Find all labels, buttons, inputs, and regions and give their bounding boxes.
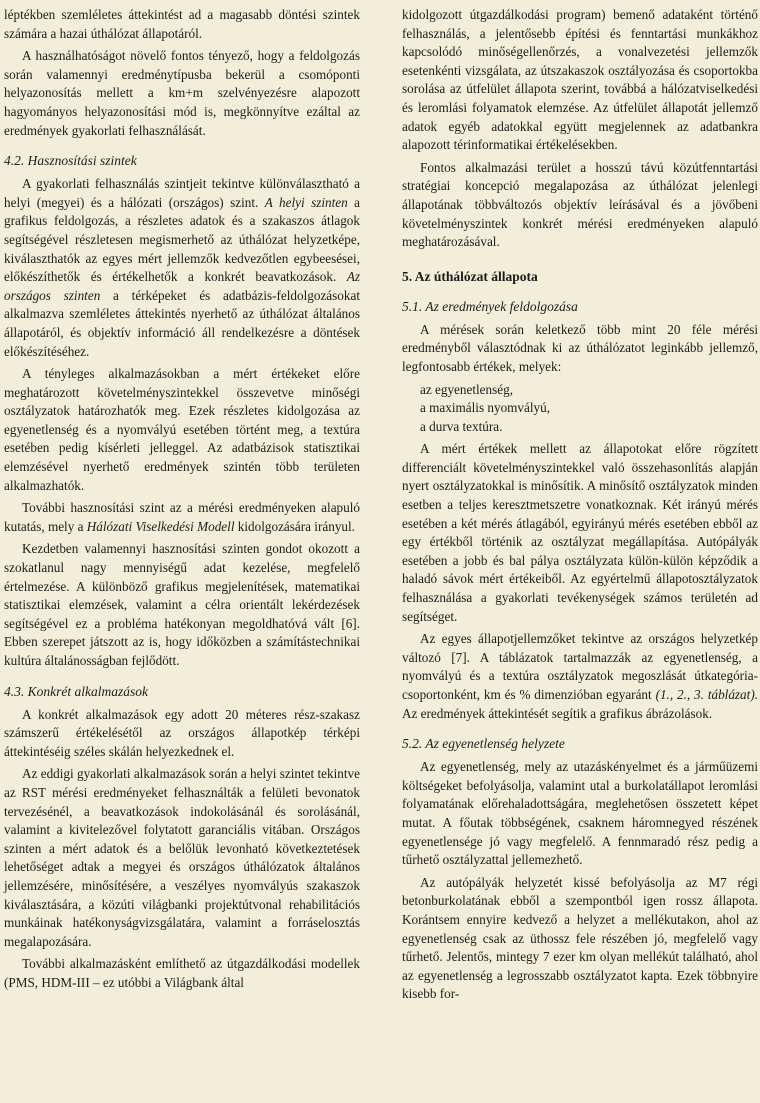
section-heading-5-1: 5.1. Az eredmények feldolgozása: [402, 298, 578, 314]
measured-values-list: [402, 381, 758, 437]
paragraph: További alkalmazásként említhető az útgazdálkodási modellek (PMS, HDM-III – ez utóbbi a Világbank által: [4, 956, 360, 990]
list-item: az egyenetlenség,: [420, 381, 513, 397]
paragraph: A mérések során keletkező több mint 20 féle mérési eredményből választódnak ki az úthálózatot leginkább jellemző, legfontosabb értékek, melyek:: [402, 321, 758, 374]
list-item: a maximális nyomvályú,: [420, 400, 551, 416]
section-heading-4-2: 4.2. Hasznosítási szintek: [4, 153, 137, 169]
right-column: [402, 6, 758, 1008]
paragraph: léptékben szemléletes áttekintést ad a magasabb döntési szintek számára a hazai úthálózat állapotáról.: [4, 7, 360, 41]
paragraph: A használhatóságot növelő fontos tényező, hogy a feldolgozás során valamennyi eredménytípusba bekerül a csomóponti helyazonosítás mellett a km+m szelvényezésre alapozott hagyományos helyazonosítási mód is, megkönnyítve ezáltal az eredmények gyakorlati felhasználását.: [4, 48, 360, 138]
paragraph: A tényleges alkalmazásokban a mért értékeket előre meghatározott követelményszintekkel összevetve minőségi osztályzatok határozhatók meg. Ezek részletes kidolgozása az egyenetlenség és a nyomvályú esetében történt meg, a textúra esetében pedig kísérleti jelleggel. Az adatbázisok statisztikai elemzésével nyerhető eredmények szintén több területen alkalmazhatók.: [4, 366, 360, 493]
paragraph-levels: A gyakorlati felhasználás szintjeit tekintve különválasztható a helyi (megyei) és a hálózati (országos) szint. A helyi szinten a grafikus feldolgozás, a részletes adatok és a szakaszos átlagok segítségével részletesen megismerhető az úthálózat helyzetképe, kiválaszthatók az egyes mért jellemzők kedvezőtlen egybeesései, előkészíthetők és értékelhetők a konkrét beavatkozások. Az országos szinten a térképeket és adatbázis-feldolgozásokat alkalmazva szemléletes áttekintés nyerhető az úthálózat általános állapotáról, és objektív információ áll rendelkezésre a döntések előkészítéséhez.: [4, 176, 361, 359]
section-heading-5-2: 5.2. Az egyenetlenség helyzete: [402, 736, 565, 752]
paragraph: Fontos alkalmazási terület a hosszú távú közútfenntartási stratégiai koncepció megalapozása az úthálózat jelenlegi állapotának többváltozós objektív leírásával és a jövőbeni követelményszintek konkrét mérési eredményeken alapuló meghatározásával.: [402, 159, 758, 250]
list-item: a durva textúra.: [420, 418, 503, 434]
paragraph: Az eddigi gyakorlati alkalmazások során a helyi szintet tekintve az RST mérési eredményeket felhasználták a felületi bevonatok tervezésénél, a beavatkozások indokolásánál és sorolásánál, valamint a kivitelezővel folytatott garanciális vitában. Országos szinten a mért adatok és a belőlük levonható következtetések lehetőséget adtak a megyei és országos úthálózatok általános jellemzésére, minősítésére, a veszélyes nyomvályús szakaszok kiválasztására, a közúti világbanki projektútvonal rehabilitációs munkáinak hatékonyságvizsgálatára, valamint a forráselosztás megalapozására.: [4, 766, 360, 949]
paragraph: Az egyenetlenség, mely az utazáskényelmet és a járműüzemi költségeket befolyásolja, valamint utal a burkolatállapot leromlási folyamatának előrehaladottságára, meglehetősen összetett képet mutat. A főutak többségének, csaknem háromnegyed részének egyenetlensége jó vagy megfelelő. A fennmaradó rész pedig a tűrhető osztályzattal jellemezhető.: [402, 759, 758, 868]
left-column: [4, 6, 360, 997]
paragraph: A konkrét alkalmazások egy adott 20 méteres rész-szakasz számszerű értékelésétől az országos állapotkép térképi áttekintéséig széles skálán helyezkednek el.: [4, 706, 360, 759]
section-heading-5: 5. Az úthálózat állapota: [402, 268, 538, 284]
paragraph: kidolgozott útgazdálkodási program) bemenő adataként történő felhasználás, a jelentősebb építési és fenntartási munkákhoz kapcsolódó minőségellenőrzés, a vonalvezetési jellemzők esetenkénti vizsgálata, az útszakaszok osztályozása és csoportokba sorolása az útfelület állapota szerint, továbbá a hálózatviselkedési és leromlási folyamatok elemzése. Az útfelület állapotát jellemző adatok egyéb adatokkal együtt megjelennek az adatbankra alapozott térinformatikai értékelésekben.: [402, 7, 758, 153]
section-heading-4-3: 4.3. Konkrét alkalmazások: [4, 683, 148, 699]
paragraph: Az autópályák helyzetét kissé befolyásolja az M7 régi betonburkolatának ebből a szempontból igen rossz állapota. Korántsem ennyire kedvező a helyzet a mellékutakon, ahol az egyenetlenség csak az üthossz fele részében jó, megfelelő vagy tűrhető. Jelentős, mintegy 7 ezer km olyan mellékút található, ahol az egyenetlenség a legrosszabb osztályzatot kapta. Ezek többnyire kisebb for-: [402, 874, 758, 1002]
paragraph: Kezdetben valamennyi hasznosítási szinten gondot okozott a szokatlanul nagy mennyiségű adat kezelése, megfelelő értelmezése. A különböző grafikus megjelenítések, matematikai statisztikai elemzések, valamint a célra orientált lekérdezések segítségével ez a probléma hatékonyan megoldhatóvá vált [6]. Ebben szerepet játszott az is, hogy időközben a számítástechnikai kultúra általánosságban fejlődött.: [4, 541, 360, 668]
paragraph: A mért értékek mellett az állapotokat előre rögzített differenciált követelményszintekkel való összehasonlítás alapján nyert osztályzatokkal is minősítik. A minősítő osztályzatok minden esetben a teljes keresztmetszetre vonatkoznak. Két irányú mérés esetében a két mérés átlagából, egyirányú mérés esetében ebből az egy értékből történik az osztályzat megállapítása. Autópályák esetében a jobb és bal pálya osztályzata külön-külön képződik a haladó sávok mért értékeiből. Az egyértelmű állapotosztályzatok felhasználása a gyakorlati tevékenységek számos területén ad segítséget.: [402, 441, 758, 624]
paragraph-tables: Az egyes állapotjellemzőket tekintve az országos helyzetkép változó [7]. A táblázatok tartalmazzák az egyenetlenség, a nyomvályú és a textúra osztályzatok megoszlását útkategória-csoportonként, km és % dimenzióban egyaránt (1., 2., 3. táblázat). Az eredmények áttekintését segítik a grafikus ábrázolások.: [402, 631, 759, 721]
paragraph-model: További hasznosítási szint az a mérési eredményeken alapuló kutatás, mely a Hálózati Viselkedési Modell kidolgozására irányul.: [4, 500, 360, 534]
